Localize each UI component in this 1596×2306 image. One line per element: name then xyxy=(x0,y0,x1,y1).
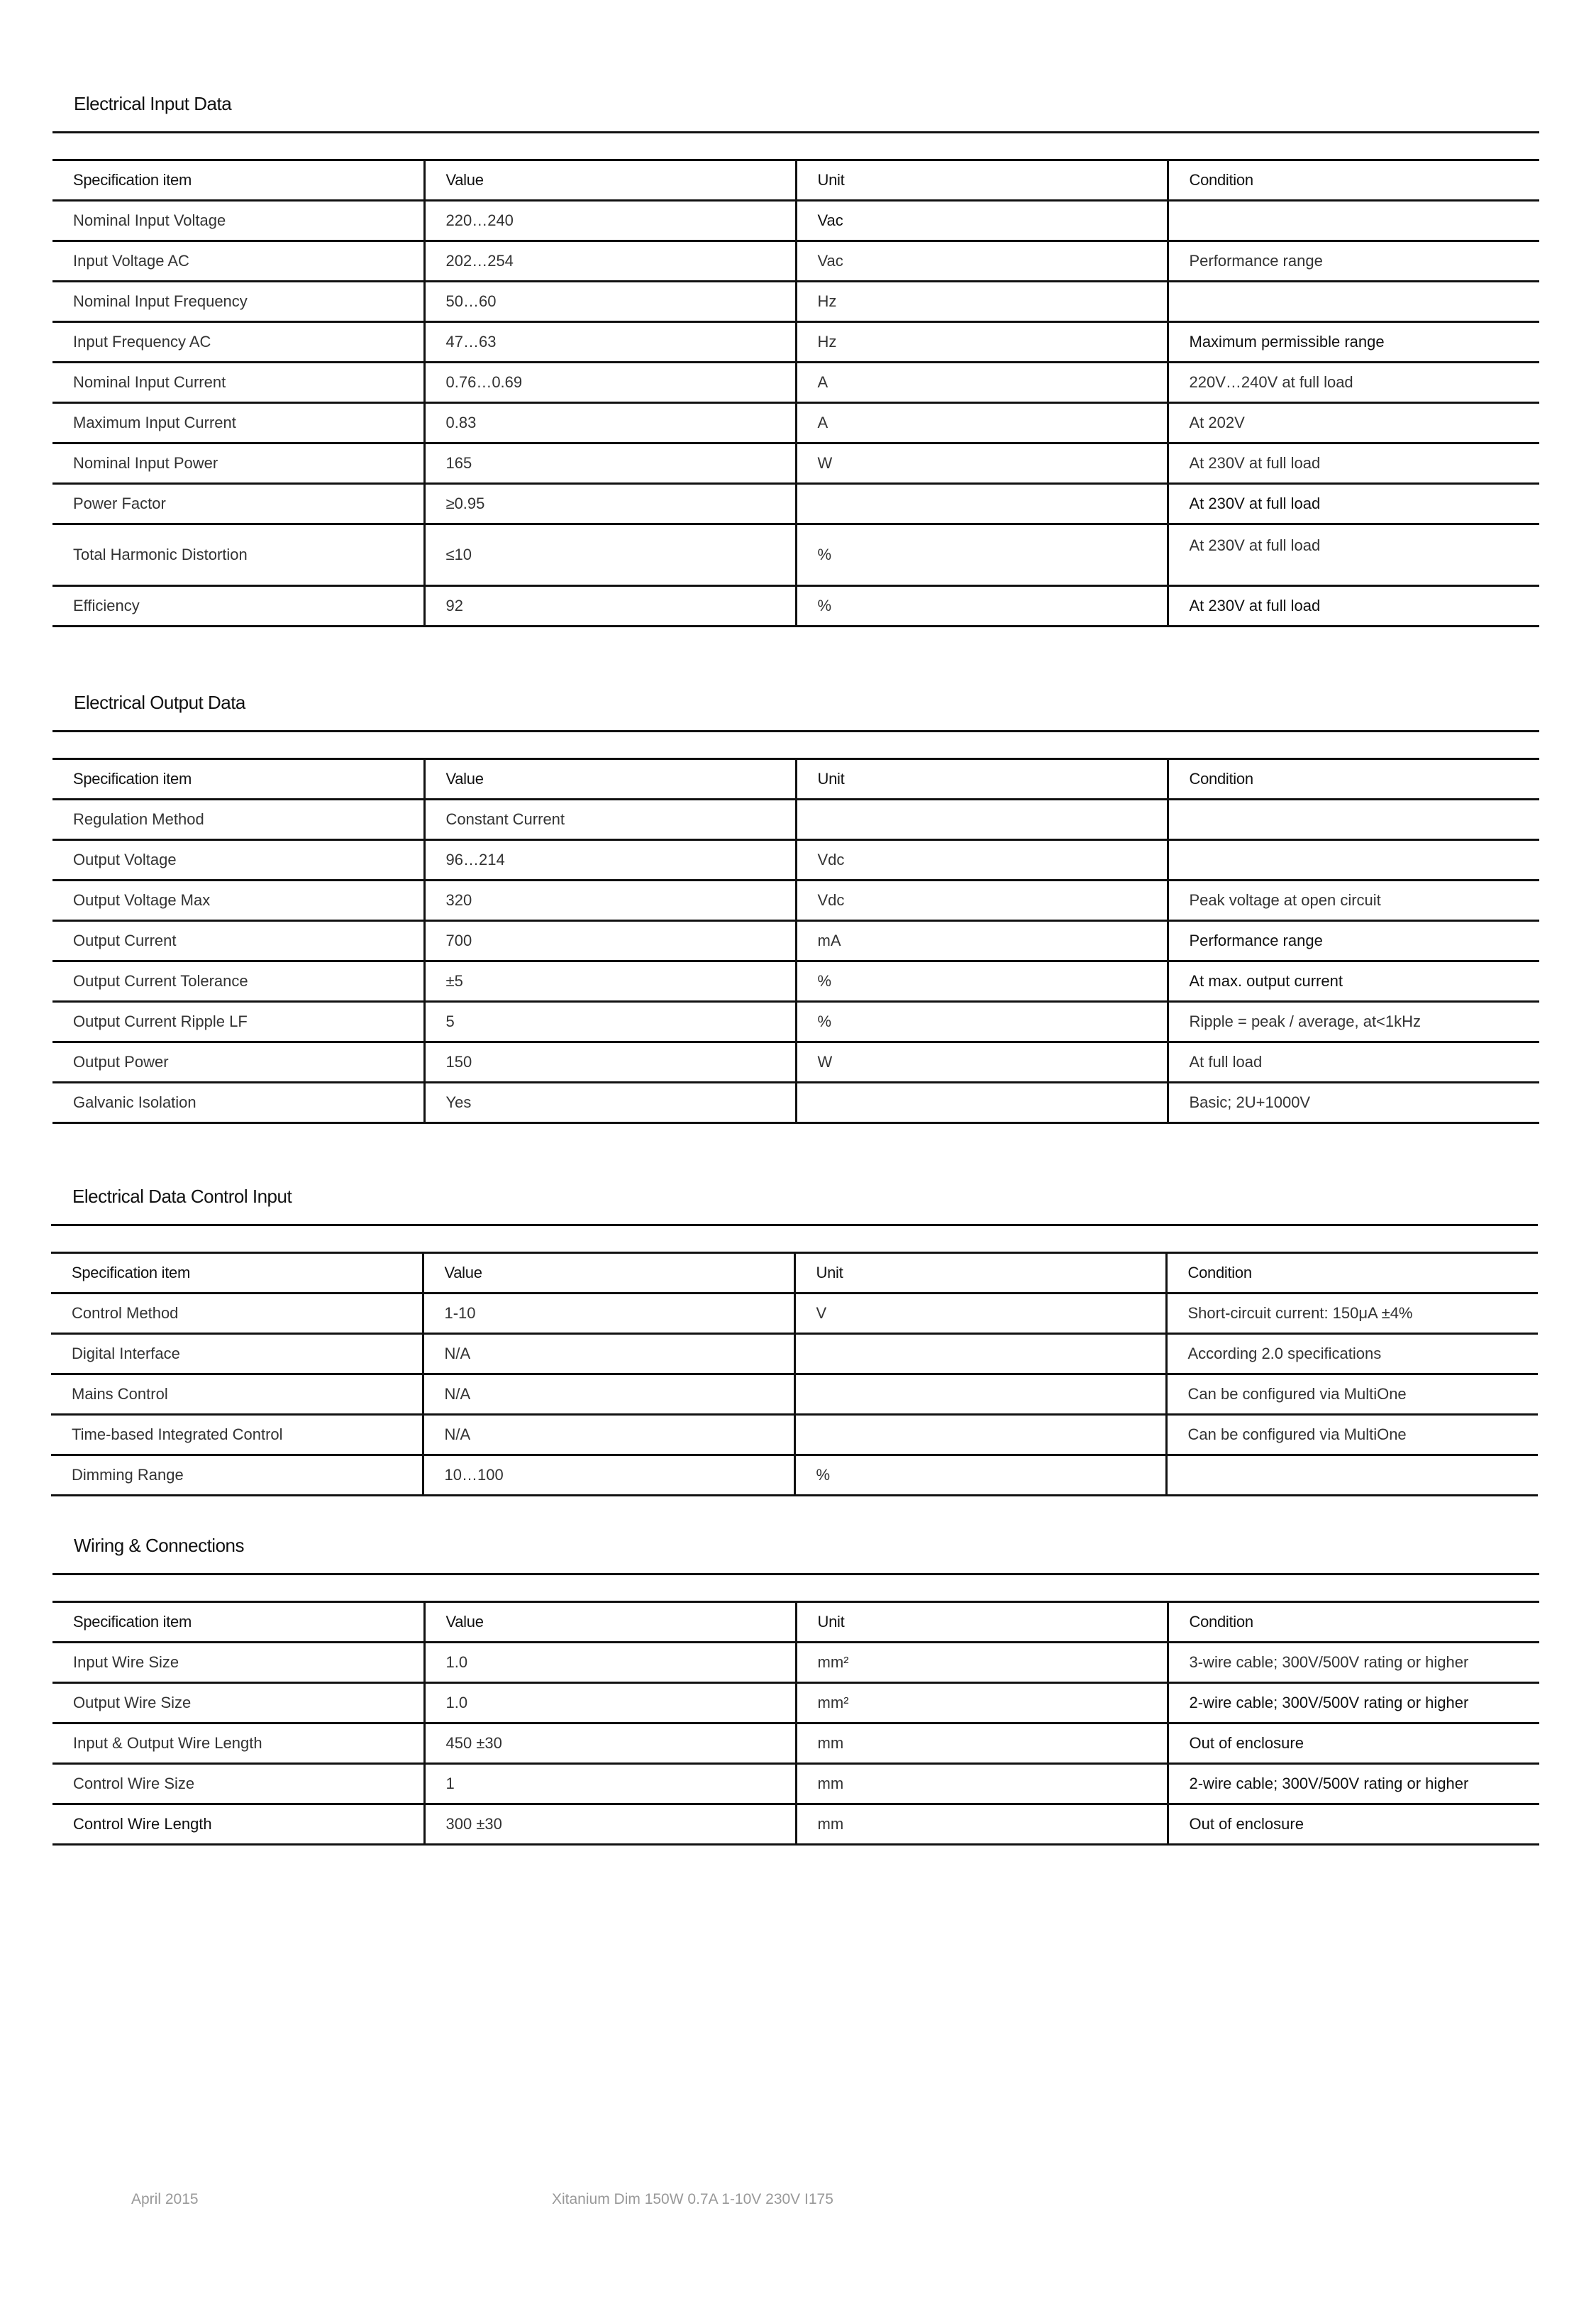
wiring-table xyxy=(52,1601,1539,1846)
spec-item-cell: Control Wire Size xyxy=(52,1764,424,1804)
unit-cell xyxy=(794,1334,1166,1374)
section-title: Wiring & Connections xyxy=(52,1526,1539,1575)
condition-cell: At 230V at full load xyxy=(1168,484,1539,524)
condition-cell: Maximum permissible range xyxy=(1168,322,1539,363)
condition-cell xyxy=(1168,840,1539,881)
condition-cell xyxy=(1166,1455,1538,1496)
spec-item-cell: Output Voltage Max xyxy=(52,881,424,921)
section-title: Electrical Output Data xyxy=(52,683,1539,732)
unit-cell xyxy=(796,1083,1168,1123)
value-cell: 5 xyxy=(424,1002,796,1042)
value-cell: N/A xyxy=(423,1374,794,1415)
section-electrical-output xyxy=(52,683,1539,1124)
header-unit: Unit xyxy=(796,1602,1168,1643)
spec-item-cell: Output Current Ripple LF xyxy=(52,1002,424,1042)
table-header-row xyxy=(51,1253,1538,1293)
condition-cell: 2-wire cable; 300V/500V rating or higher xyxy=(1168,1683,1539,1723)
spec-item-cell: Nominal Input Voltage xyxy=(52,201,424,241)
spec-item-cell: Digital Interface xyxy=(51,1334,423,1374)
condition-cell: Out of enclosure xyxy=(1168,1723,1539,1764)
value-cell: 220…240 xyxy=(424,201,796,241)
value-cell: 300 ±30 xyxy=(424,1804,796,1845)
footer-product-name: Xitanium Dim 150W 0.7A 1-10V 230V I175 xyxy=(552,2191,833,2207)
condition-cell: Peak voltage at open circuit xyxy=(1168,881,1539,921)
spec-item-cell: Mains Control xyxy=(51,1374,423,1415)
table-row xyxy=(52,241,1539,282)
value-cell: 450 ±30 xyxy=(424,1723,796,1764)
header-spec-item: Specification item xyxy=(52,759,424,800)
table-row xyxy=(52,282,1539,322)
value-cell: Yes xyxy=(424,1083,796,1123)
value-cell: 92 xyxy=(424,586,796,627)
value-cell: ±5 xyxy=(424,961,796,1002)
header-unit: Unit xyxy=(796,160,1168,201)
value-cell: 50…60 xyxy=(424,282,796,322)
unit-cell: mm xyxy=(796,1764,1168,1804)
header-spec-item: Specification item xyxy=(51,1253,423,1293)
spec-item-cell: Total Harmonic Distortion xyxy=(52,524,424,586)
unit-cell xyxy=(794,1374,1166,1415)
control-input-table xyxy=(51,1252,1538,1496)
condition-cell: 220V…240V at full load xyxy=(1168,363,1539,403)
unit-cell: % xyxy=(796,961,1168,1002)
table-row xyxy=(51,1374,1538,1415)
spec-item-cell: Output Wire Size xyxy=(52,1683,424,1723)
condition-cell xyxy=(1168,282,1539,322)
table-row xyxy=(52,484,1539,524)
value-cell: ≥0.95 xyxy=(424,484,796,524)
unit-cell: Vac xyxy=(796,201,1168,241)
spec-item-cell: Input Voltage AC xyxy=(52,241,424,282)
table-row xyxy=(52,1042,1539,1083)
condition-cell: 3-wire cable; 300V/500V rating or higher xyxy=(1168,1643,1539,1683)
value-cell: 47…63 xyxy=(424,322,796,363)
condition-cell: Short-circuit current: 150μA ±4% xyxy=(1166,1293,1538,1334)
condition-cell: At 230V at full load xyxy=(1168,443,1539,484)
unit-cell: V xyxy=(794,1293,1166,1334)
table-row xyxy=(52,840,1539,881)
condition-cell: Basic; 2U+1000V xyxy=(1168,1083,1539,1123)
table-row xyxy=(52,363,1539,403)
value-cell: 1-10 xyxy=(423,1293,794,1334)
table-row xyxy=(52,201,1539,241)
header-unit: Unit xyxy=(794,1253,1166,1293)
unit-cell: mA xyxy=(796,921,1168,961)
table-row xyxy=(52,961,1539,1002)
condition-cell: At max. output current xyxy=(1168,961,1539,1002)
table-header-row xyxy=(52,160,1539,201)
condition-cell: At full load xyxy=(1168,1042,1539,1083)
table-row xyxy=(52,403,1539,443)
table-row xyxy=(51,1293,1538,1334)
value-cell: 202…254 xyxy=(424,241,796,282)
condition-cell: 2-wire cable; 300V/500V rating or higher xyxy=(1168,1764,1539,1804)
spec-item-cell: Control Method xyxy=(51,1293,423,1334)
table-row xyxy=(52,1764,1539,1804)
electrical-input-table xyxy=(52,159,1539,627)
condition-cell: Performance range xyxy=(1168,241,1539,282)
condition-cell xyxy=(1168,201,1539,241)
table-row xyxy=(52,322,1539,363)
spec-item-cell: Control Wire Length xyxy=(52,1804,424,1845)
spec-item-cell: Nominal Input Current xyxy=(52,363,424,403)
header-spec-item: Specification item xyxy=(52,160,424,201)
table-row xyxy=(52,1083,1539,1123)
table-row xyxy=(51,1415,1538,1455)
unit-cell: mm² xyxy=(796,1683,1168,1723)
section-electrical-input xyxy=(52,84,1539,627)
unit-cell: Vdc xyxy=(796,881,1168,921)
header-condition: Condition xyxy=(1166,1253,1538,1293)
value-cell: 1.0 xyxy=(424,1683,796,1723)
condition-cell: Ripple = peak / average, at<1kHz xyxy=(1168,1002,1539,1042)
value-cell: N/A xyxy=(423,1334,794,1374)
table-row xyxy=(52,1804,1539,1845)
unit-cell: W xyxy=(796,1042,1168,1083)
unit-cell: A xyxy=(796,403,1168,443)
value-cell: 150 xyxy=(424,1042,796,1083)
unit-cell: Hz xyxy=(796,282,1168,322)
table-row xyxy=(52,921,1539,961)
spec-item-cell: Input Frequency AC xyxy=(52,322,424,363)
section-title: Electrical Input Data xyxy=(52,84,1539,133)
table-row xyxy=(52,1723,1539,1764)
value-cell: 0.76…0.69 xyxy=(424,363,796,403)
section-title: Electrical Data Control Input xyxy=(51,1176,1538,1226)
value-cell: 10…100 xyxy=(423,1455,794,1496)
unit-cell: Vdc xyxy=(796,840,1168,881)
unit-cell: Hz xyxy=(796,322,1168,363)
spec-item-cell: Output Current Tolerance xyxy=(52,961,424,1002)
unit-cell xyxy=(796,484,1168,524)
spec-item-cell: Output Current xyxy=(52,921,424,961)
unit-cell: mm² xyxy=(796,1643,1168,1683)
table-header-row xyxy=(52,759,1539,800)
spec-item-cell: Input Wire Size xyxy=(52,1643,424,1683)
header-unit: Unit xyxy=(796,759,1168,800)
header-value: Value xyxy=(424,1602,796,1643)
condition-cell: At 202V xyxy=(1168,403,1539,443)
value-cell: 0.83 xyxy=(424,403,796,443)
value-cell: Constant Current xyxy=(424,800,796,840)
header-spec-item: Specification item xyxy=(52,1602,424,1643)
unit-cell: Vac xyxy=(796,241,1168,282)
unit-cell: % xyxy=(796,586,1168,627)
table-row xyxy=(52,1643,1539,1683)
header-value: Value xyxy=(424,160,796,201)
table-row xyxy=(52,800,1539,840)
condition-cell: Out of enclosure xyxy=(1168,1804,1539,1845)
unit-cell: % xyxy=(796,524,1168,586)
spec-item-cell: Output Power xyxy=(52,1042,424,1083)
spec-item-cell: Nominal Input Power xyxy=(52,443,424,484)
spec-item-cell: Time-based Integrated Control xyxy=(51,1415,423,1455)
spec-item-cell: Dimming Range xyxy=(51,1455,423,1496)
footer-date: April 2015 xyxy=(131,2191,199,2207)
header-condition: Condition xyxy=(1168,759,1539,800)
unit-cell: mm xyxy=(796,1804,1168,1845)
table-row xyxy=(52,1002,1539,1042)
spec-item-cell: Regulation Method xyxy=(52,800,424,840)
unit-cell xyxy=(796,800,1168,840)
value-cell: 165 xyxy=(424,443,796,484)
spec-item-cell: Power Factor xyxy=(52,484,424,524)
table-row xyxy=(52,586,1539,627)
table-row xyxy=(51,1455,1538,1496)
unit-cell: % xyxy=(794,1455,1166,1496)
header-value: Value xyxy=(423,1253,794,1293)
condition-cell: According 2.0 specifications xyxy=(1166,1334,1538,1374)
unit-cell: A xyxy=(796,363,1168,403)
condition-cell: Performance range xyxy=(1168,921,1539,961)
unit-cell: W xyxy=(796,443,1168,484)
value-cell: 1 xyxy=(424,1764,796,1804)
value-cell: 96…214 xyxy=(424,840,796,881)
spec-item-cell: Efficiency xyxy=(52,586,424,627)
value-cell: 320 xyxy=(424,881,796,921)
unit-cell: % xyxy=(796,1002,1168,1042)
spec-item-cell: Input & Output Wire Length xyxy=(52,1723,424,1764)
table-row xyxy=(52,881,1539,921)
spec-item-cell: Galvanic Isolation xyxy=(52,1083,424,1123)
unit-cell: mm xyxy=(796,1723,1168,1764)
header-condition: Condition xyxy=(1168,1602,1539,1643)
table-row xyxy=(52,524,1539,586)
table-row xyxy=(52,1683,1539,1723)
section-wiring-connections xyxy=(52,1526,1539,1846)
value-cell: 1.0 xyxy=(424,1643,796,1683)
header-condition: Condition xyxy=(1168,160,1539,201)
condition-cell: Can be configured via MultiOne xyxy=(1166,1374,1538,1415)
table-row xyxy=(51,1334,1538,1374)
condition-cell: At 230V at full load xyxy=(1168,524,1539,586)
header-value: Value xyxy=(424,759,796,800)
table-row xyxy=(52,443,1539,484)
value-cell: ≤10 xyxy=(424,524,796,586)
spec-item-cell: Maximum Input Current xyxy=(52,403,424,443)
spec-item-cell: Output Voltage xyxy=(52,840,424,881)
condition-cell xyxy=(1168,800,1539,840)
section-control-input xyxy=(51,1176,1538,1496)
condition-cell: Can be configured via MultiOne xyxy=(1166,1415,1538,1455)
table-header-row xyxy=(52,1602,1539,1643)
spec-item-cell: Nominal Input Frequency xyxy=(52,282,424,322)
unit-cell xyxy=(794,1415,1166,1455)
value-cell: 700 xyxy=(424,921,796,961)
condition-cell: At 230V at full load xyxy=(1168,586,1539,627)
electrical-output-table xyxy=(52,758,1539,1124)
value-cell: N/A xyxy=(423,1415,794,1455)
